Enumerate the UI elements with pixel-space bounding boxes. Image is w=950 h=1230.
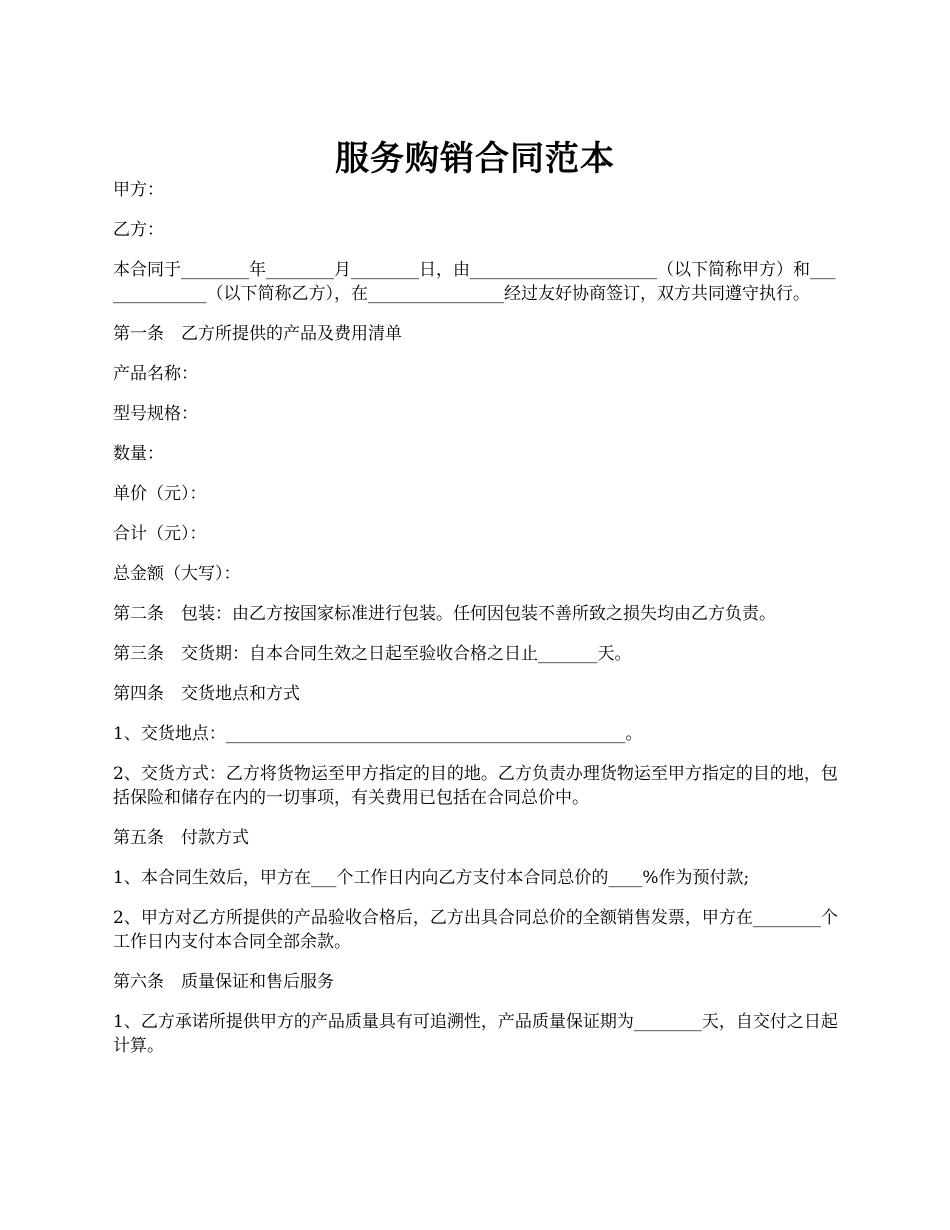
article-3-delivery-period: 第三条 交货期：自本合同生效之日起至验收合格之日止_______天。 bbox=[113, 644, 632, 664]
subtotal-line: 合计（元）： bbox=[113, 524, 207, 544]
article-4-heading: 第四条 交货地点和方式 bbox=[113, 684, 300, 704]
document-title: 服务购销合同范本 bbox=[335, 138, 615, 179]
delivery-method-paragraph: 2、交货方式：乙方将货物运至甲方指定的目的地。乙方负责办理货物运至甲方指定的目的地，包括保险和储存在内的一切事项，有关费用已包括在合同总价中。 bbox=[113, 764, 838, 808]
advance-payment-paragraph: 1、本合同生效后，甲方在___个工作日内向乙方支付本合同总价的____%作为预付款; bbox=[113, 868, 750, 888]
article-2-packaging: 第二条 包装：由乙方按国家标准进行包装。任何因包装不善所致之损失均由乙方负责。 bbox=[113, 604, 776, 624]
delivery-location-line: 1、交货地点：_______________________________________________。 bbox=[113, 724, 643, 744]
article-1-heading: 第一条 乙方所提供的产品及费用清单 bbox=[113, 324, 402, 344]
quantity-line: 数量： bbox=[113, 444, 164, 464]
article-6-heading: 第六条 质量保证和售后服务 bbox=[113, 972, 334, 992]
document-body bbox=[113, 178, 841, 1074]
contract-intro-paragraph: 本合同于________年________月________日，由______________________（以下简称甲方）和______________（以下简称乙方），在________________经过友好协商签订，双方共同遵守执行。 bbox=[113, 260, 836, 304]
article-5-heading: 第五条 付款方式 bbox=[113, 828, 249, 848]
final-payment-paragraph: 2、甲方对乙方所提供的产品验收合格后，乙方出具合同总价的全额销售发票，甲方在________个工作日内支付本合同全部余款。 bbox=[113, 908, 838, 952]
model-spec-line: 型号规格： bbox=[113, 404, 198, 424]
quality-warranty-paragraph: 1、乙方承诺所提供甲方的产品质量具有可追溯性，产品质量保证期为________天，自交付之日起计算。 bbox=[113, 1012, 838, 1056]
total-amount-line: 总金额（大写）： bbox=[113, 564, 241, 584]
unit-price-line: 单价（元）： bbox=[113, 484, 207, 504]
party-b-line: 乙方： bbox=[113, 220, 164, 240]
product-name-line: 产品名称： bbox=[113, 364, 198, 384]
party-a-line: 甲方： bbox=[113, 180, 164, 200]
